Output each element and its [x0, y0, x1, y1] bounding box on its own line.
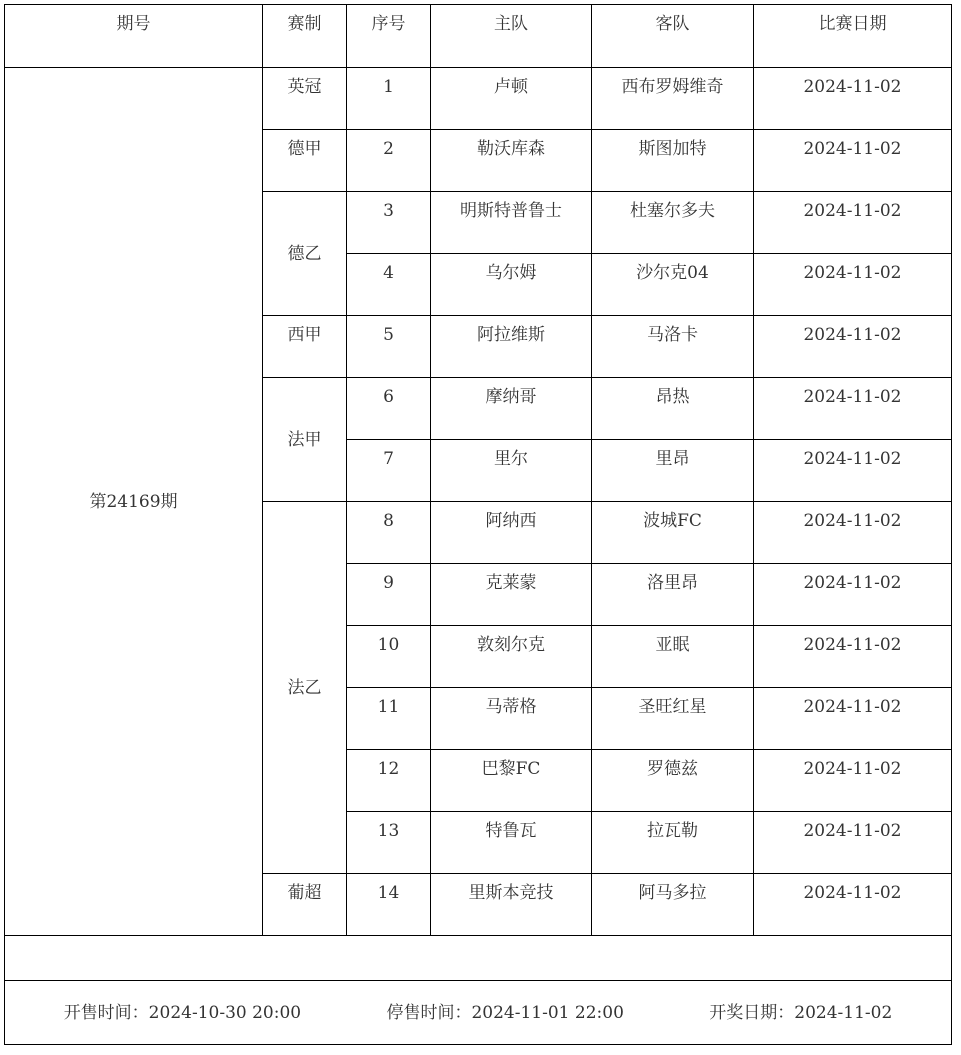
match-number: 7	[347, 440, 431, 502]
match-number: 4	[347, 254, 431, 316]
match-number: 3	[347, 192, 431, 254]
home-team: 摩纳哥	[431, 378, 592, 440]
match-rows	[5, 68, 952, 936]
match-date: 2024-11-02	[754, 378, 952, 440]
match-date: 2024-11-02	[754, 688, 952, 750]
match-number: 14	[347, 874, 431, 936]
footer-row	[5, 981, 952, 1045]
header-date: 比赛日期	[754, 5, 952, 68]
match-date: 2024-11-02	[754, 440, 952, 502]
away-team: 沙尔克04	[592, 254, 754, 316]
league-name: 葡超	[263, 874, 347, 936]
away-team: 亚眠	[592, 626, 754, 688]
away-team: 波城FC	[592, 502, 754, 564]
match-number: 1	[347, 68, 431, 130]
match-date: 2024-11-02	[754, 750, 952, 812]
header-number: 序号	[347, 5, 431, 68]
header-away: 客队	[592, 5, 754, 68]
draw-date: 开奖日期：2024-11-02	[709, 1002, 893, 1023]
match-number: 13	[347, 812, 431, 874]
league-name: 法甲	[263, 378, 347, 502]
away-team: 斯图加特	[592, 130, 754, 192]
league-name: 法乙	[263, 502, 347, 874]
league-name: 英冠	[263, 68, 347, 130]
blank-row	[5, 936, 952, 981]
home-team: 阿拉维斯	[431, 316, 592, 378]
blank-cell	[5, 936, 952, 981]
header-home: 主队	[431, 5, 592, 68]
away-team: 洛里昂	[592, 564, 754, 626]
home-team: 敦刻尔克	[431, 626, 592, 688]
home-team: 里尔	[431, 440, 592, 502]
match-date: 2024-11-02	[754, 626, 952, 688]
home-team: 里斯本竞技	[431, 874, 592, 936]
match-date: 2024-11-02	[754, 68, 952, 130]
match-date: 2024-11-02	[754, 254, 952, 316]
away-team: 拉瓦勒	[592, 812, 754, 874]
match-number: 9	[347, 564, 431, 626]
header-issue: 期号	[5, 5, 263, 68]
match-number: 5	[347, 316, 431, 378]
home-team: 特鲁瓦	[431, 812, 592, 874]
home-team: 阿纳西	[431, 502, 592, 564]
away-team: 杜塞尔多夫	[592, 192, 754, 254]
header-league: 赛制	[263, 5, 347, 68]
footer-cell	[5, 981, 952, 1045]
table-row	[5, 68, 952, 130]
match-number: 2	[347, 130, 431, 192]
away-team: 昂热	[592, 378, 754, 440]
away-team: 马洛卡	[592, 316, 754, 378]
away-team: 罗德兹	[592, 750, 754, 812]
match-number: 6	[347, 378, 431, 440]
header-row	[5, 5, 952, 68]
match-number: 10	[347, 626, 431, 688]
league-name: 德甲	[263, 130, 347, 192]
away-team: 圣旺红星	[592, 688, 754, 750]
match-date: 2024-11-02	[754, 564, 952, 626]
away-team: 里昂	[592, 440, 754, 502]
match-date: 2024-11-02	[754, 502, 952, 564]
home-team: 巴黎FC	[431, 750, 592, 812]
match-date: 2024-11-02	[754, 812, 952, 874]
sale-stop-time: 停售时间：2024-11-01 22:00	[386, 1002, 624, 1023]
issue-number: 第24169期	[5, 68, 263, 936]
league-name: 西甲	[263, 316, 347, 378]
match-date: 2024-11-02	[754, 874, 952, 936]
home-team: 勒沃库森	[431, 130, 592, 192]
match-date: 2024-11-02	[754, 130, 952, 192]
match-date: 2024-11-02	[754, 192, 952, 254]
sale-start-time: 开售时间：2024-10-30 20:00	[63, 1002, 302, 1023]
match-number: 11	[347, 688, 431, 750]
home-team: 马蒂格	[431, 688, 592, 750]
match-number: 12	[347, 750, 431, 812]
away-team: 阿马多拉	[592, 874, 754, 936]
home-team: 克莱蒙	[431, 564, 592, 626]
match-number: 8	[347, 502, 431, 564]
schedule-table	[4, 4, 952, 1045]
home-team: 明斯特普鲁士	[431, 192, 592, 254]
home-team: 乌尔姆	[431, 254, 592, 316]
match-date: 2024-11-02	[754, 316, 952, 378]
home-team: 卢顿	[431, 68, 592, 130]
away-team: 西布罗姆维奇	[592, 68, 754, 130]
league-name: 德乙	[263, 192, 347, 316]
